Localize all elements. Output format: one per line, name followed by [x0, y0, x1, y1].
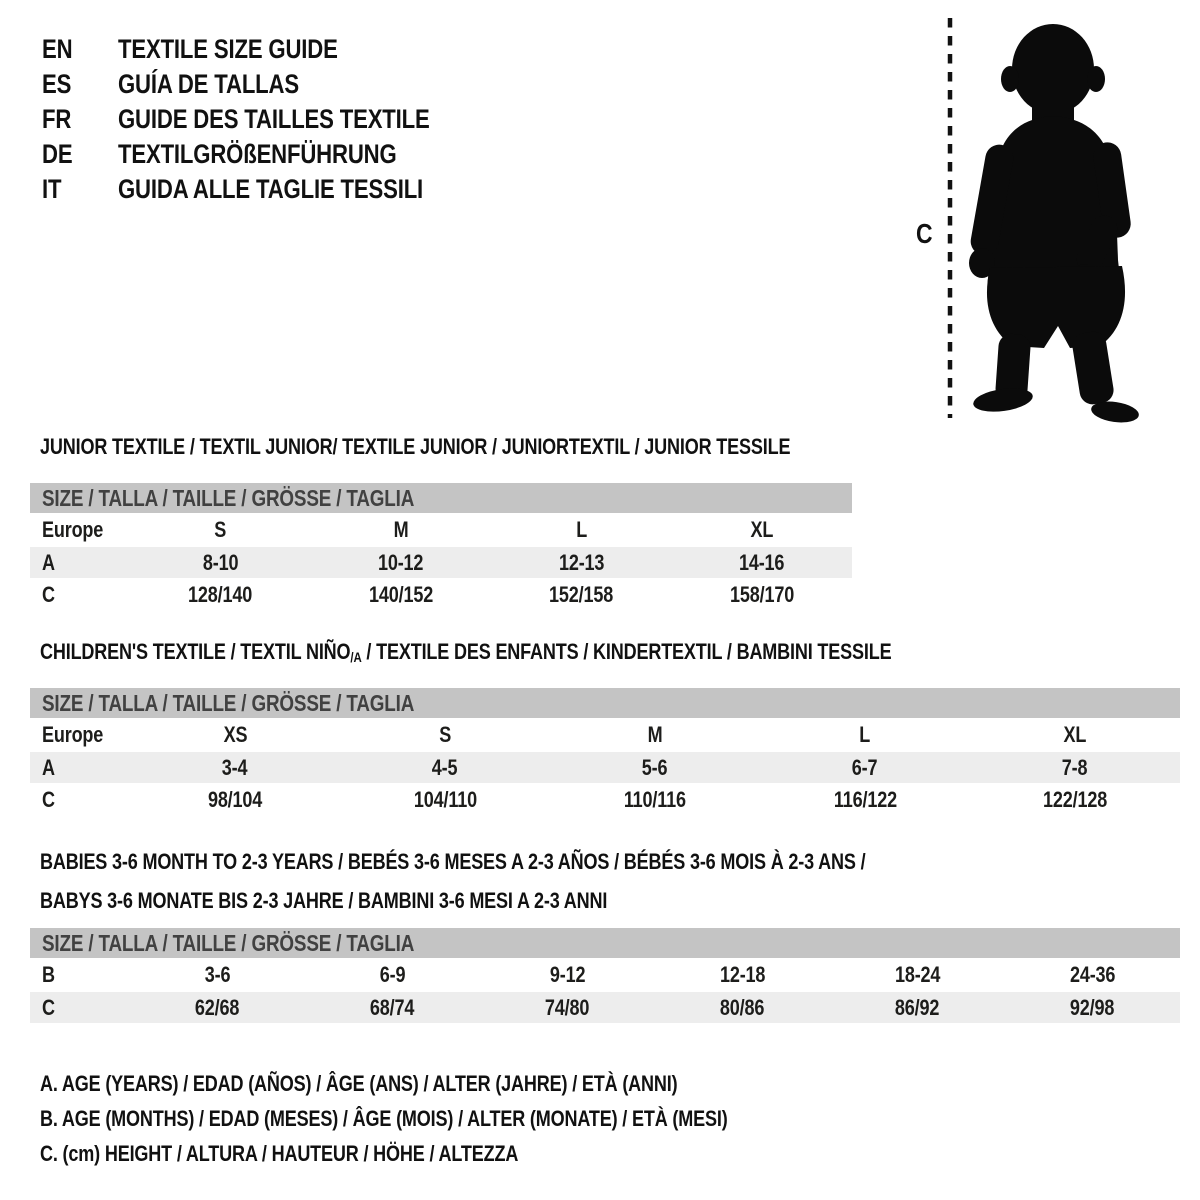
value-cell — [970, 755, 1180, 781]
value-cell-text: 18-24 — [894, 962, 941, 987]
children-title-sub: /A — [350, 649, 362, 665]
value-cell-text: 104/110 — [413, 786, 477, 812]
value-cell-text: 74/80 — [545, 994, 590, 1020]
measurement-legend — [40, 1066, 878, 1171]
row-label — [30, 550, 130, 576]
value-cell-text: 98/104 — [207, 786, 263, 812]
value-cell-text: 6-9 — [379, 962, 406, 987]
value-cell-text: 86/92 — [895, 994, 940, 1020]
children-section-title-text — [40, 640, 891, 666]
size-cell — [550, 722, 760, 748]
value-cell — [1005, 995, 1180, 1021]
baby-silhouette-figure — [940, 14, 1145, 426]
language-row-de — [42, 137, 498, 172]
value-cell-text: 5-6 — [642, 754, 668, 780]
value-cell — [130, 550, 311, 576]
row-label-text: Europe — [42, 517, 104, 542]
value-cell — [130, 787, 340, 813]
size-cell — [340, 722, 550, 748]
value-cell — [311, 582, 492, 608]
legend-line-b: B. AGE (MONTHS) / EDAD (MESES) / ÂGE (MOIS) / ALTER (MONATE) / ETÀ (MESI) — [40, 1106, 728, 1131]
size-cell-text: XL — [750, 517, 774, 542]
row-label — [30, 962, 130, 988]
row-label — [30, 582, 130, 608]
value-cell — [655, 995, 830, 1021]
children-title-prefix: CHILDREN'S TEXTILE / TEXTIL NIÑO — [40, 639, 351, 664]
children-title-suffix: / TEXTILE DES ENFANTS / KINDERTEXTIL / BAMBINI TESSILE — [361, 639, 892, 664]
children-section-title — [40, 640, 1078, 666]
size-cell — [130, 722, 340, 748]
value-cell-text: 14-16 — [739, 549, 785, 575]
value-cell-text: 62/68 — [195, 994, 240, 1020]
value-cell-text: 80/86 — [720, 994, 765, 1020]
legend-line-c: C. (cm) HEIGHT / ALTURA / HAUTEUR / HÖHE / ALTEZZA — [40, 1141, 519, 1166]
size-cell-text: L — [575, 517, 587, 542]
junior-section-title — [40, 435, 955, 459]
language-row-it — [42, 172, 498, 207]
row-label-text: C — [42, 786, 55, 812]
value-cell — [480, 962, 655, 988]
junior-row-age — [30, 547, 852, 578]
height-measure-label: C — [916, 218, 933, 249]
value-cell — [130, 995, 305, 1021]
junior-size-table — [30, 483, 852, 611]
value-cell-text: 9-12 — [549, 962, 586, 987]
children-row-age — [30, 752, 1180, 783]
language-code: ES — [42, 69, 72, 99]
row-label-text: C — [42, 994, 55, 1020]
value-cell-text: 68/74 — [370, 994, 415, 1020]
value-cell — [760, 755, 970, 781]
babies-section-title — [40, 842, 1047, 920]
language-code: IT — [42, 174, 62, 204]
language-title: GUÍA DE TALLAS — [118, 69, 299, 99]
babies-size-table — [30, 928, 1180, 1023]
legend-line-b-wrap — [40, 1101, 878, 1136]
size-cell-text: M — [647, 722, 663, 747]
row-label-text: A — [42, 549, 55, 575]
value-cell — [340, 755, 550, 781]
row-label-text: B — [42, 962, 55, 987]
value-cell-text: 10-12 — [378, 549, 424, 575]
value-cell — [311, 550, 492, 576]
value-cell — [830, 962, 1005, 988]
language-code: DE — [42, 139, 73, 169]
size-cell — [311, 517, 492, 543]
value-cell — [550, 787, 760, 813]
row-label — [30, 787, 130, 813]
junior-table-size-header — [30, 483, 852, 513]
value-cell-text: 116/122 — [833, 786, 897, 812]
value-cell — [130, 582, 311, 608]
value-cell-text: 92/98 — [1070, 994, 1115, 1020]
size-cell-text: L — [859, 722, 871, 747]
value-cell — [1005, 962, 1180, 988]
value-cell-text: 122/128 — [1042, 786, 1108, 812]
row-label — [30, 755, 130, 781]
children-size-table — [30, 688, 1180, 816]
babies-title-line2: BABYS 3-6 MONATE BIS 2-3 JAHRE / BAMBINI 3-6 MESI A 2-3 ANNI — [40, 888, 608, 913]
size-cell — [970, 722, 1180, 748]
size-cell — [491, 517, 672, 543]
value-cell — [672, 550, 853, 576]
language-title: TEXTILGRÖßENFÜHRUNG — [118, 139, 397, 169]
size-cell-text: XL — [1063, 722, 1087, 747]
babies-title-line1: BABIES 3-6 MONTH TO 2-3 YEARS / BEBÉS 3-6 MESES A 2-3 AÑOS / BÉBÉS 3-6 MOIS À 2-3 ANS / — [40, 849, 866, 874]
junior-section-title-text: JUNIOR TEXTILE / TEXTIL JUNIOR/ TEXTILE JUNIOR / JUNIORTEXTIL / JUNIOR TESSILE — [40, 434, 791, 459]
row-label-text: A — [42, 754, 55, 780]
size-header-text: SIZE / TALLA / TAILLE / GRÖSSE / TAGLIA — [42, 689, 415, 716]
value-cell — [760, 787, 970, 813]
toddler-silhouette-icon — [968, 24, 1140, 425]
children-row-height — [30, 783, 1180, 816]
value-cell — [491, 550, 672, 576]
language-row-es — [42, 67, 498, 102]
size-cell — [130, 517, 311, 543]
babies-title-line2-wrap — [40, 881, 1047, 920]
legend-line-a: A. AGE (YEARS) / EDAD (AÑOS) / ÂGE (ANS) / ALTER (JAHRE) / ETÀ (ANNI) — [40, 1071, 678, 1096]
language-title: GUIDE DES TAILLES TEXTILE — [118, 104, 430, 134]
value-cell — [491, 582, 672, 608]
babies-row-height — [30, 992, 1180, 1023]
value-cell-text: 8-10 — [202, 549, 238, 575]
legend-line-c-wrap — [40, 1136, 878, 1171]
value-cell — [305, 962, 480, 988]
value-cell-text: 140/152 — [368, 581, 433, 607]
size-header-text: SIZE / TALLA / TAILLE / GRÖSSE / TAGLIA — [42, 929, 415, 956]
language-title: GUIDA ALLE TAGLIE TESSILI — [118, 174, 424, 204]
babies-row-age-months — [30, 958, 1180, 992]
language-row-fr — [42, 102, 498, 137]
value-cell-text: 3-4 — [222, 754, 248, 780]
language-code: EN — [42, 34, 73, 64]
value-cell-text: 110/116 — [623, 786, 687, 812]
value-cell — [480, 995, 655, 1021]
junior-row-europe — [30, 513, 852, 547]
value-cell-text: 12-18 — [719, 962, 766, 987]
value-cell-text: 128/140 — [188, 581, 253, 607]
language-code: FR — [42, 104, 72, 134]
language-title-list — [42, 32, 498, 207]
size-cell-text: S — [214, 517, 227, 542]
row-label-text: Europe — [42, 722, 104, 747]
language-row-en — [42, 32, 498, 67]
value-cell-text: 12-13 — [558, 549, 604, 575]
value-cell — [130, 962, 305, 988]
size-cell-text: XS — [223, 722, 247, 747]
value-cell-text: 6-7 — [852, 754, 878, 780]
value-cell — [130, 755, 340, 781]
row-label — [30, 995, 130, 1021]
junior-row-height — [30, 578, 852, 611]
size-cell — [672, 517, 853, 543]
value-cell-text: 4-5 — [432, 754, 458, 780]
value-cell — [550, 755, 760, 781]
value-cell-text: 152/158 — [549, 581, 614, 607]
value-cell — [340, 787, 550, 813]
size-cell-text: S — [439, 722, 451, 747]
size-header-text: SIZE / TALLA / TAILLE / GRÖSSE / TAGLIA — [42, 484, 415, 511]
value-cell — [830, 995, 1005, 1021]
row-label-text: C — [42, 581, 55, 607]
value-cell — [970, 787, 1180, 813]
value-cell-text: 24-36 — [1069, 962, 1116, 987]
size-cell-text: M — [393, 517, 409, 542]
babies-title-line1-wrap — [40, 842, 1047, 881]
value-cell — [655, 962, 830, 988]
children-row-europe — [30, 718, 1180, 752]
size-cell — [760, 722, 970, 748]
row-label — [30, 517, 130, 543]
value-cell — [672, 582, 853, 608]
children-table-size-header — [30, 688, 1180, 718]
legend-line-a-wrap — [40, 1066, 878, 1101]
value-cell-text: 7-8 — [1062, 754, 1088, 780]
row-label — [30, 722, 130, 748]
value-cell-text: 158/170 — [729, 581, 794, 607]
babies-table-size-header — [30, 928, 1180, 958]
value-cell-text: 3-6 — [204, 962, 231, 987]
value-cell — [305, 995, 480, 1021]
language-title: TEXTILE SIZE GUIDE — [118, 34, 338, 64]
